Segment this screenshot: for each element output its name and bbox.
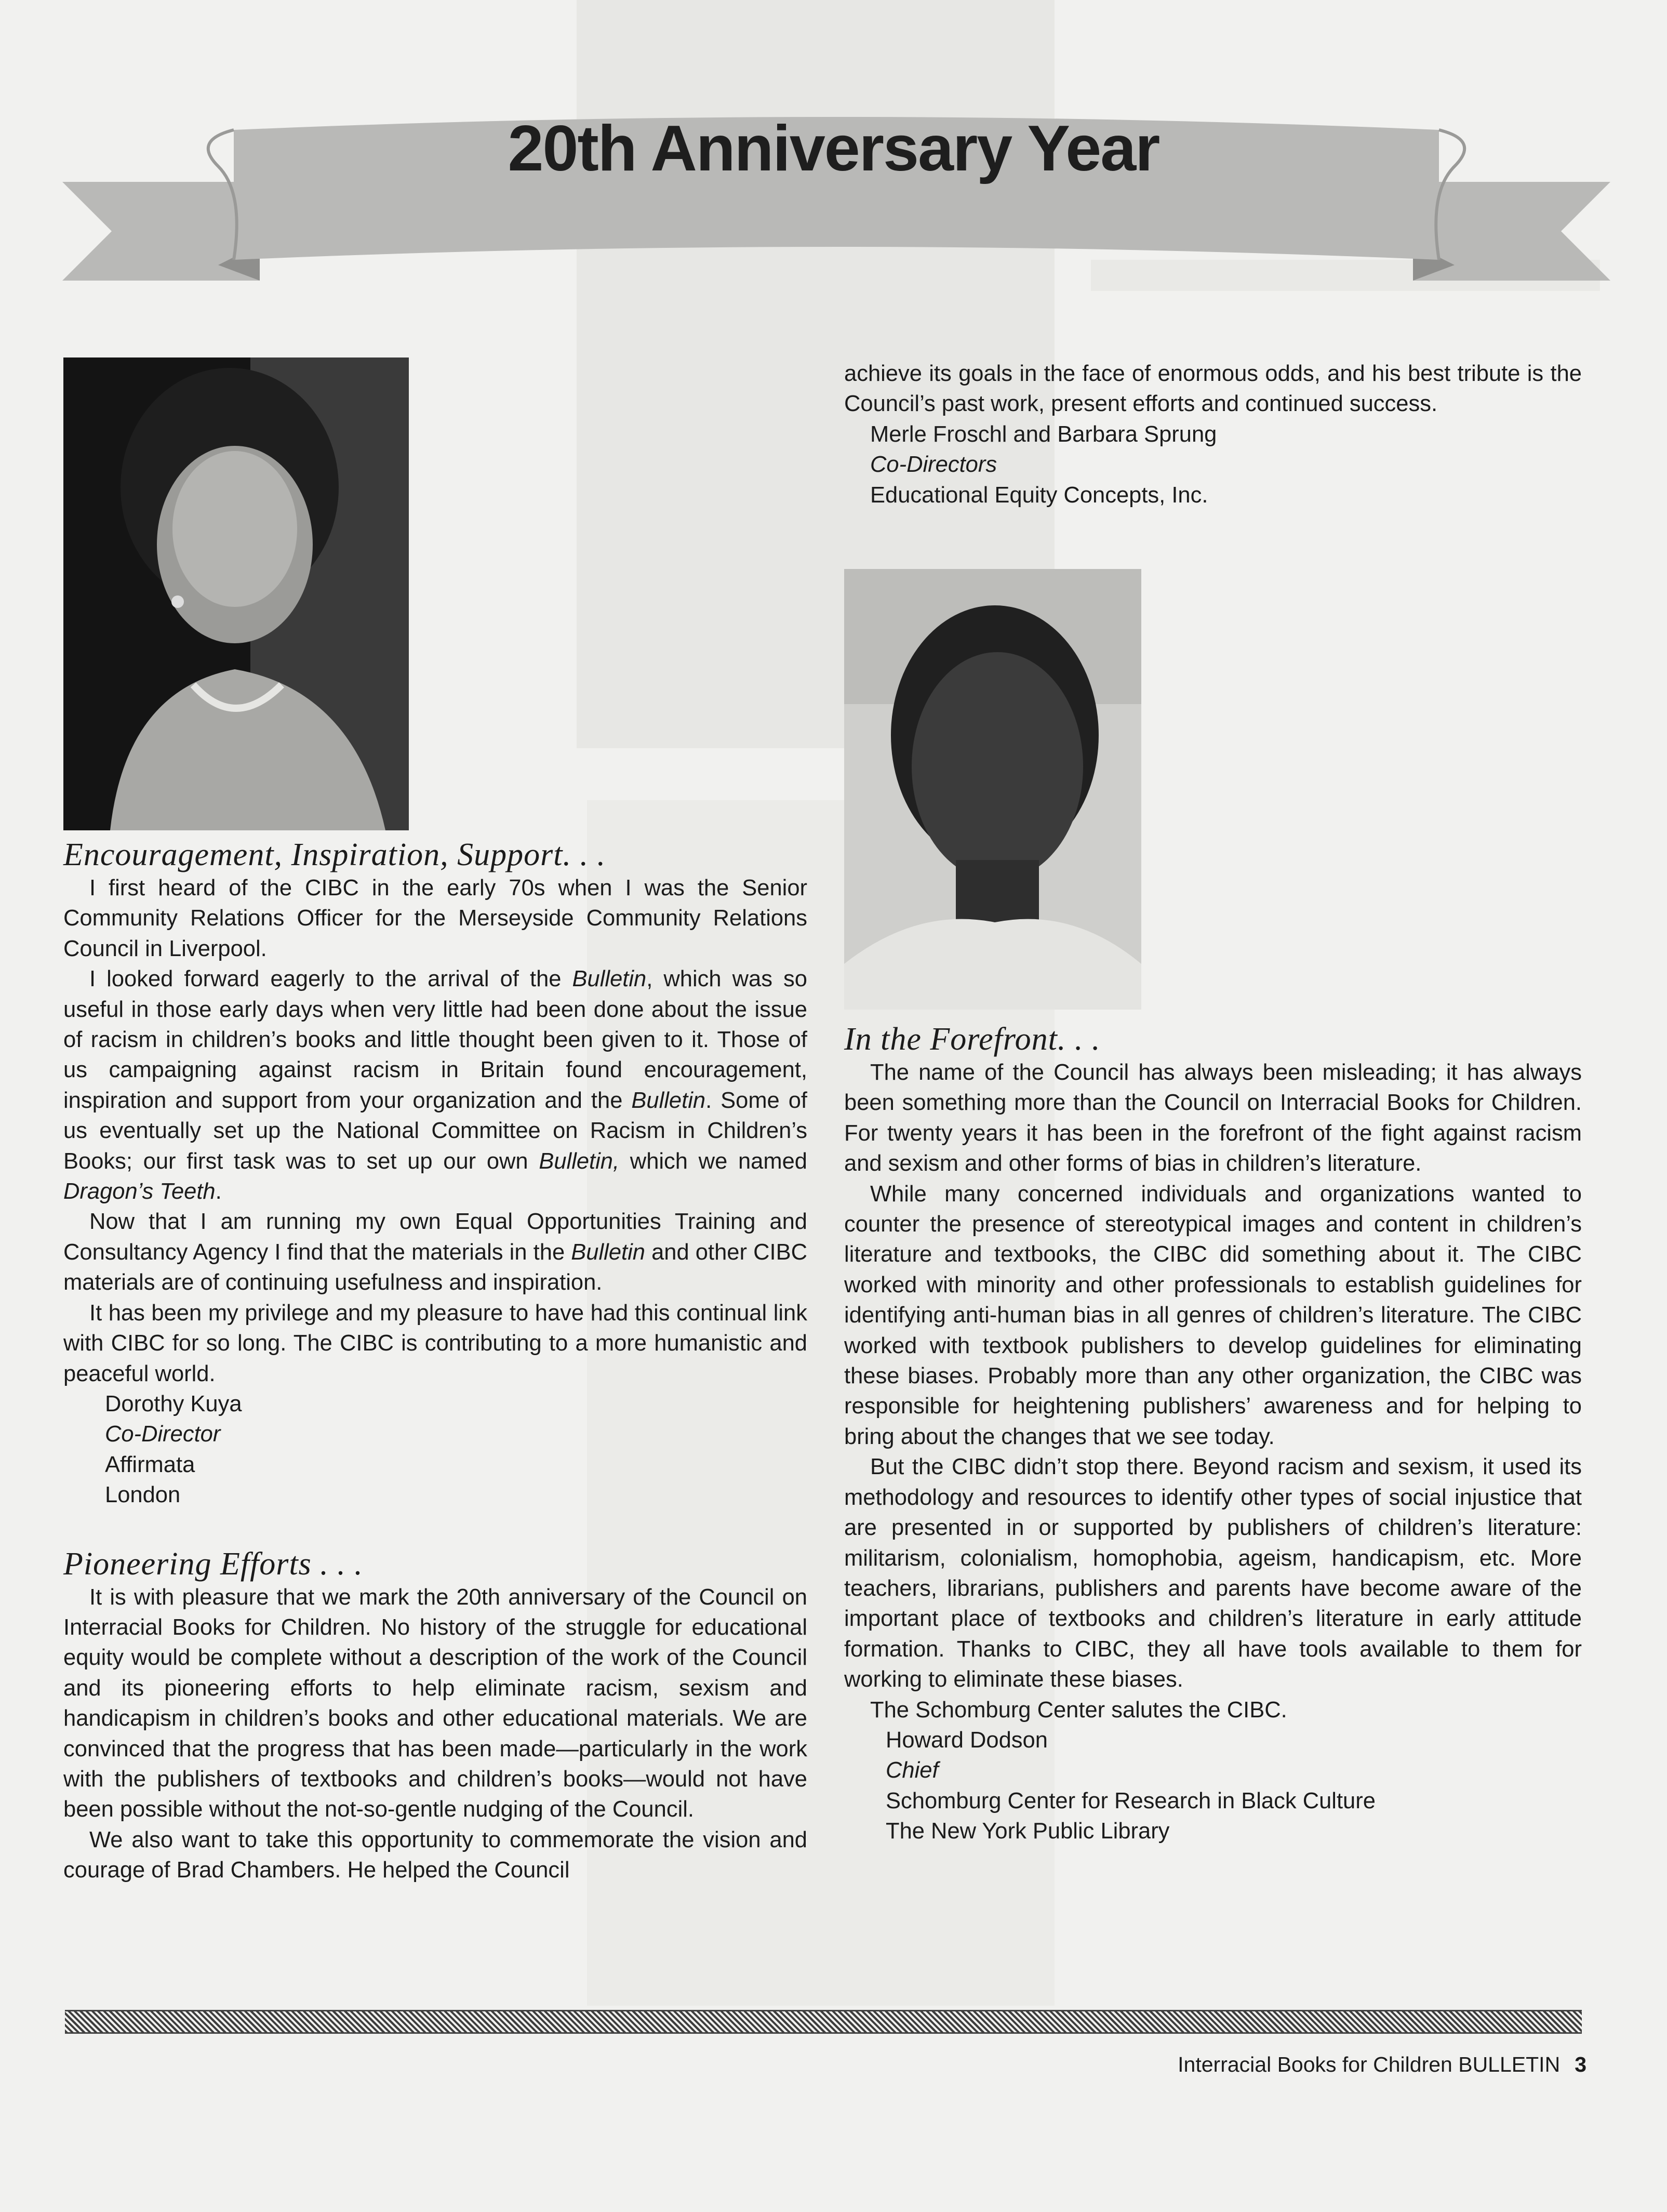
section-heading-pioneering: Pioneering Efforts . . . (63, 1546, 363, 1582)
page-number: 3 (1575, 2052, 1586, 2076)
bottom-rule (65, 2010, 1582, 2034)
paragraph: It is with pleasure that we mark the 20th anniversary of the Council on Interracial Books for Children. No history of the struggle for educational equity would be complete without a description of the work of the Council and its pioneering efforts to help eliminate racism, sexism and handicapism in children’s books and other educational materials. We are convinced that the progress that has been made—particularly in the work with the publishers of textbooks and children’s books—would not have been possible without the not-so-gentle nudging of the Council. (63, 1584, 807, 1822)
paragraph: Now that I am running my own Equal Opportunities Training and Consultancy Agency I find that the materials in the Bulletin and other CIBC materials are of continuing usefulness and inspiration. (63, 1209, 807, 1295)
photo-dorothy-kuya (63, 357, 409, 830)
column-right-top (844, 359, 1582, 510)
section-heading-forefront: In the Forefront. . . (844, 1022, 1101, 1057)
column-right-bottom (844, 1021, 1582, 1847)
section-heading-encouragement: Encouragement, Inspiration, Support. . . (63, 837, 606, 872)
signature-city: London (105, 1482, 181, 1508)
signature-title: Co-Directors (870, 452, 997, 478)
signature-org: Schomburg Center for Research in Black Culture (886, 1788, 1376, 1813)
paragraph: But the CIBC didn’t stop there. Beyond racism and sexism, it used its methodology and resources to identify other types of social injustice that are presented in or supported by publishers of children’s literature: militarism, colonialism, homophobia, ageism, handicapism, etc. More teachers, librarians, publishers and parents have become aware of the important place of textbooks and children’s literature in early attitude formation. Thanks to CIBC, they all have tools available to them for working to eliminate these biases. (844, 1454, 1582, 1692)
publication-name: Interracial Books for Children BULLETIN (1178, 2052, 1561, 2076)
signature-name: Dorothy Kuya (105, 1391, 242, 1416)
photo-howard-dodson (844, 569, 1141, 1010)
paragraph: While many concerned individuals and organizations wanted to counter the presence of stereotypical images and content in children’s literature and textbooks, the CIBC did something about it. The CIBC worked with minority and other professionals to establish guidelines for identifying anti-human bias in all genres of children’s literature. The CIBC worked with textbook publishers to develop guidelines for eliminating these biases. Probably more than any other organization, the CIBC was responsible for heightening publishers’ awareness and for helping to bring about the changes that we see today. (844, 1181, 1582, 1449)
signature-org: Educational Equity Concepts, Inc. (870, 482, 1208, 508)
paragraph: The Schomburg Center salutes the CIBC. (870, 1697, 1287, 1723)
signature-title: Chief (886, 1758, 939, 1783)
signature-name: Merle Froschl and Barbara Sprung (870, 421, 1217, 447)
paragraph: We also want to take this opportunity to commemorate the vision and courage of Brad Chambers. He helped the Council (63, 1827, 807, 1883)
paragraph: I first heard of the CIBC in the early 70s when I was the Senior Community Relations Officer for the Merseyside Community Relations Council in Liverpool. (63, 876, 807, 961)
signature-org: Affirmata (105, 1452, 195, 1477)
paragraph: I looked forward eagerly to the arrival of the Bulletin, which was so useful in those early days when very little had been done about the issue of racism in children’s books and little thought been given to it. Those of us campaigning against racism in Britain found encouragement, inspiration and support from your organization and the Bulletin. Some of us eventually set up the National Committee on Racism in Children’s Books; our first task was to set up our own Bulletin, which we named Dragon’s Teeth. (63, 966, 808, 1204)
page-footer (1178, 2052, 1586, 2077)
page-title: 20th Anniversary Year (508, 113, 1159, 184)
paragraph: The name of the Council has always been misleading; it has always been something more than the Council on Interracial Books for Children. For twenty years it has been in the forefront of the fight against racism and sexism and other forms of bias in children’s literature. (844, 1060, 1582, 1176)
signature-org-2: The New York Public Library (886, 1819, 1170, 1844)
paragraph-continued: achieve its goals in the face of enormous odds, and his best tribute is the Council’s past work, present efforts and continued success. (844, 361, 1582, 417)
column-left (63, 837, 807, 1886)
paragraph: It has been my privilege and my pleasure to have had this continual link with CIBC for so long. The CIBC is contributing to a more humanistic and peaceful world. (63, 1300, 807, 1386)
signature-name: Howard Dodson (886, 1727, 1048, 1753)
signature-title: Co-Director (105, 1422, 221, 1447)
